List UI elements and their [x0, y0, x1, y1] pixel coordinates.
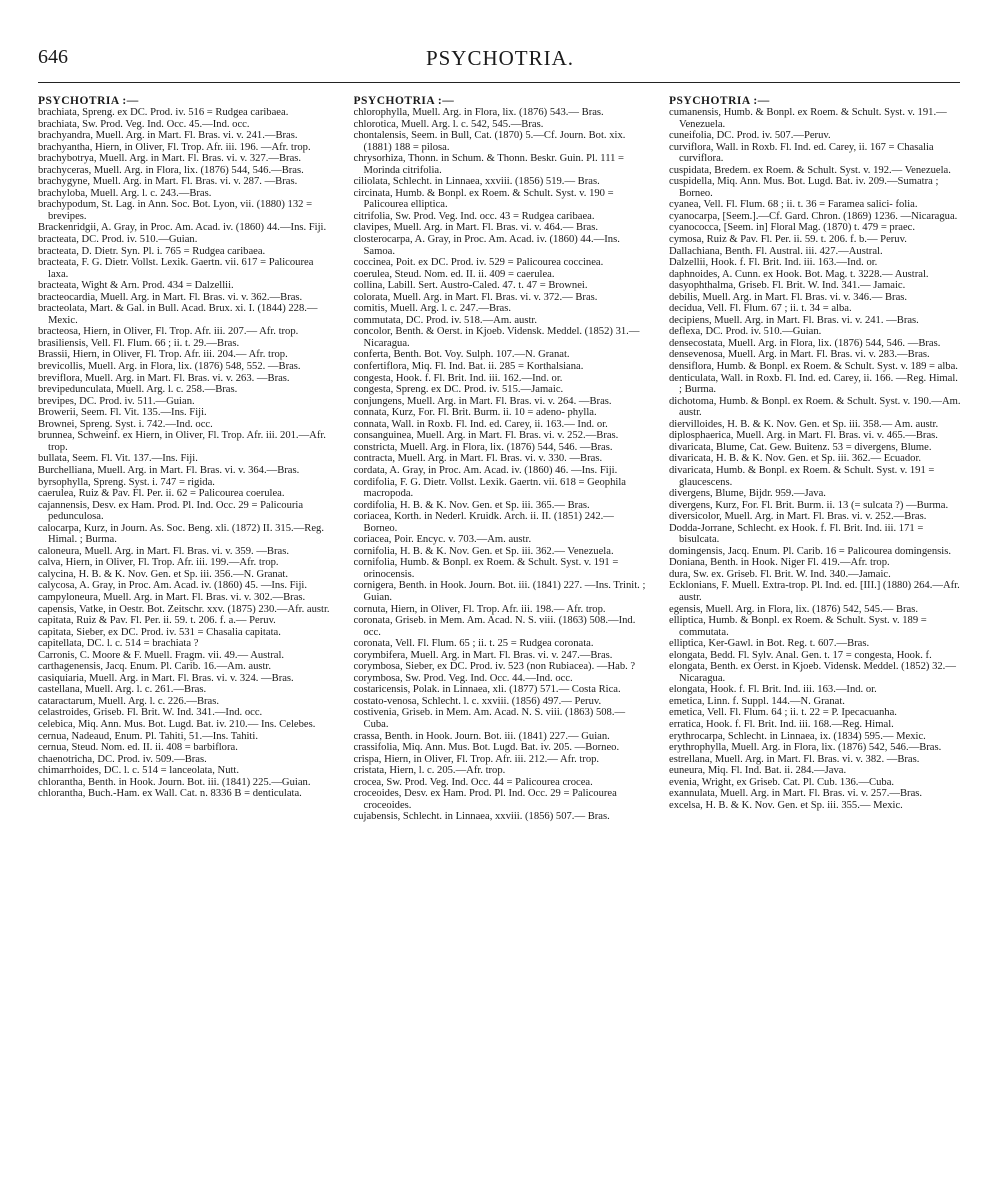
index-entry: exannulata, Muell. Arg. in Mart. Fl. Bras. vi. v. 257.—Bras. — [669, 788, 923, 800]
index-entry: cordifolia, F. G. Dietr. Vollst. Lexik. Gaertn. vii. 618 = Geophila macropoda. — [353, 476, 626, 500]
index-entry: bracteosa, Hiern, in Oliver, Fl. Trop. Afr. iii. 207.— Afr. trop. — [38, 326, 299, 338]
page-number: 646 — [38, 46, 68, 68]
index-entry: divaricata, Blume, Cat. Gew. Buitenz. 53 = divergens, Blume. — [669, 441, 932, 453]
index-entry: capitata, Ruiz & Pav. Fl. Per. ii. 59. t. 206. f. a.— Peruv. — [38, 615, 276, 627]
index-entry: Carronis, C. Moore & F. Muell. Fragm. vii. 49.— Austral. — [38, 649, 285, 661]
index-entry: divergens, Kurz, For. Fl. Brit. Burm. ii. 13 (= sulcata ?) —Burma. — [669, 499, 949, 511]
index-entry: cymosa, Ruiz & Pav. Fl. Per. ii. 59. t. 206. f. b.— Peruv. — [669, 234, 907, 246]
index-entry: ciliolata, Schlecht. in Linnaea, xxviii. (1856) 519.— Bras. — [353, 176, 600, 188]
index-entry: brachyandra, Muell. Arg. in Mart. Fl. Bras. vi. v. 241.—Bras. — [38, 130, 298, 142]
index-entry: coriacea, Poir. Encyc. v. 703.—Am. austr. — [353, 534, 532, 546]
index-entry: densevenosa, Muell. Arg. in Mart. Fl. Bras. vi. v. 283.—Bras. — [669, 349, 930, 361]
index-entry: cyanea, Vell. Fl. Flum. 68 ; ii. t. 36 = Faramea salici- folia. — [669, 199, 918, 211]
index-entry: domingensis, Jacq. Enum. Pl. Carib. 16 = Palicourea domingensis. — [669, 545, 951, 557]
index-entry: crocea, Sw. Prod. Veg. Ind. Occ. 44 = Palicourea crocea. — [353, 776, 593, 788]
index-entry: chlorantha, Buch.-Ham. ex Wall. Cat. n. 8336 B = denticulata. — [38, 788, 302, 800]
index-entry: cornifolia, H. B. & K. Nov. Gen. et Sp. iii. 362.— Venezuela. — [353, 545, 614, 557]
index-entry: estrellana, Muell. Arg. in Mart. Fl. Bras. vi. v. 382. —Bras. — [669, 753, 920, 765]
index-entry: costaricensis, Polak. in Linnaea, xli. (1877) 571.— Costa Rica. — [353, 684, 621, 696]
index-entry: brachyantha, Hiern, in Oliver, Fl. Trop. Afr. iii. 196. —Afr. trop. — [38, 141, 311, 153]
index-entry: crassifolia, Miq. Ann. Mus. Bot. Lugd. Bat. iv. 205. —Borneo. — [353, 742, 620, 754]
index-entry: erythrophylla, Muell. Arg. in Flora, lix. (1876) 542, 546.—Bras. — [669, 742, 942, 754]
index-entry: byrsophylla, Spreng. Syst. i. 747 = rigida. — [38, 476, 215, 488]
index-entry: Brackenridgii, A. Gray, in Proc. Am. Acad. iv. (1860) 44.—Ins. Fiji. — [38, 222, 327, 234]
index-entry: chlorophylla, Muell. Arg. in Flora, lix. (1876) 543.— Bras. — [353, 107, 604, 118]
index-entry: elliptica, Ker-Gawl. in Bot. Reg. t. 607.—Bras. — [669, 638, 870, 650]
index-entry: corymbifera, Muell. Arg. in Mart. Fl. Bras. vi. v. 247.—Bras. — [353, 649, 613, 661]
index-entry: castellana, Muell. Arg. l. c. 261.—Bras. — [38, 684, 207, 696]
column-heading: PSYCHOTRIA :— — [669, 95, 770, 107]
index-entry: cuneifolia, DC. Prod. iv. 507.—Peruv. — [669, 130, 831, 142]
index-entry: Dallachiana, Benth. Fl. Austral. iii. 427.—Austral. — [669, 245, 883, 257]
index-entry: congesta, Hook. f. Fl. Brit. Ind. iii. 162.—Ind. or. — [353, 372, 563, 384]
index-entry: brachiata, Sw. Prod. Veg. Ind. Occ. 45.—Ind. occ. — [38, 118, 250, 130]
index-entry: brevicollis, Muell. Arg. in Flora, lix. (1876) 548, 552. —Bras. — [38, 361, 301, 373]
index-entry: Doniana, Benth. in Hook. Niger Fl. 419.—Afr. trop. — [669, 557, 890, 569]
index-entry: bracteata, F. G. Dietr. Vollst. Lexik. Gaertn. vii. 617 = Palicourea laxa. — [38, 257, 314, 280]
index-entry: Ecklonians, F. Muell. Extra-trop. Pl. Ind. ed. [III.] (1880) 264.—Afr. austr. — [669, 580, 960, 603]
index-entry: calva, Hiern, in Oliver, Fl. Trop. Afr. iii. 199.—Afr. trop. — [38, 557, 279, 569]
index-entry: elongata, Hook. f. Fl. Brit. Ind. iii. 163.—Ind. or. — [669, 684, 877, 696]
index-entry: bracteolata, Mart. & Gal. in Bull. Acad. Brux. xi. I. (1844) 228.—Mexic. — [38, 303, 318, 326]
index-entry: cyanocarpa, [Seem.].—Cf. Gard. Chron. (1869) 1236. —Nicaragua. — [669, 210, 958, 222]
index-entry: calocarpa, Kurz, in Journ. As. Soc. Beng. xli. (1872) II. 315.—Reg. Himal. ; Burma. — [38, 522, 324, 546]
index-entry: contracta, Muell. Arg. in Mart. Fl. Bras. vi. v. 330. —Bras. — [353, 453, 603, 465]
index-entry: decipiens, Muell. Arg. in Mart. Fl. Bras. vi. v. 241. —Bras. — [669, 314, 919, 326]
index-entry: cristata, Hiern, l. c. 205.—Afr. trop. — [353, 765, 506, 777]
index-entry: dichotoma, Humb. & Bonpl. ex Roem. & Schult. Syst. v. 190.—Am. austr. — [669, 395, 961, 419]
index-entry: egensis, Muell. Arg. in Flora, lix. (1876) 542, 545.— Bras. — [669, 603, 919, 615]
index-entry: campyloneura, Muell. Arg. in Mart. Fl. Bras. vi. v. 302.—Bras. — [38, 591, 306, 603]
index-entry: cornuta, Hiern, in Oliver, Fl. Trop. Afr. iii. 198.— Afr. trop. — [353, 603, 606, 615]
index-entry: brachypodum, St. Lag. in Ann. Soc. Bot. Lyon, vii. (1880) 132 = brevipes. — [38, 199, 313, 222]
index-entry: brachyceras, Muell. Arg. in Flora, lix. (1876) 544, 546.—Bras. — [38, 164, 304, 176]
index-entry: cornifolia, Humb. & Bonpl. ex Roem. & Schult. Syst. v. 191 = orinocensis. — [353, 557, 619, 580]
index-entry: bullata, Seem. Fl. Vit. 137.—Ins. Fiji. — [38, 453, 198, 465]
index-entry: cernua, Nadeaud, Enum. Pl. Tahiti, 51.—Ins. Tahiti. — [38, 730, 258, 742]
index-entry: constricta, Muell. Arg. in Flora, lix. (1876) 544, 546. —Bras. — [353, 441, 613, 453]
index-entry: brunnea, Schweinf. ex Hiern, in Oliver, Fl. Trop. Afr. iii. 201.—Afr. trop. — [38, 430, 326, 453]
index-entry: divaricata, Humb. & Bonpl. ex Roem. & Schult. Syst. v. 191 = glaucescens. — [669, 464, 935, 488]
index-entry: commutata, DC. Prod. iv. 518.—Am. austr. — [353, 314, 538, 326]
index-entry: Dalzellii, Hook. f. Fl. Brit. Ind. iii. 163.—Ind. or. — [669, 257, 878, 269]
index-entry: diervilloides, H. B. & K. Nov. Gen. et Sp. iii. 358.— Am. austr. — [669, 418, 939, 430]
index-entry: coerulea, Steud. Nom. ed. II. ii. 409 = caerulea. — [353, 268, 555, 280]
index-entry: brachygyne, Muell. Arg. in Mart. Fl. Bras. vi. v. 287. —Bras. — [38, 176, 298, 188]
index-column — [354, 95, 648, 1190]
index-column — [38, 95, 332, 1190]
index-entry: dura, Sw. ex. Griseb. Fl. Brit. W. Ind. 340.—Jamaic. — [669, 568, 891, 580]
index-entry: connata, Wall. in Roxb. Fl. Ind. ed. Carey, ii. 163.— Ind. or. — [353, 418, 608, 430]
index-entry: elliptica, Humb. & Bonpl. ex Roem. & Schult. Syst. v. 189 = commutata. — [669, 615, 927, 638]
index-entry: brevipes, DC. Prod. iv. 511.—Guian. — [38, 395, 195, 407]
index-entry: Browerii, Seem. Fl. Vit. 135.—Ins. Fiji. — [38, 407, 207, 419]
index-entry: coccinea, Poit. ex DC. Prod. iv. 529 = Palicourea coccinea. — [353, 257, 604, 269]
index-entry: coriacea, Korth. in Nederl. Kruidk. Arch. ii. II. (1851) 242.—Borneo. — [353, 511, 614, 534]
index-entry: coronata, Griseb. in Mem. Am. Acad. N. S. viii. (1863) 508.—Ind. occ. — [353, 615, 636, 638]
index-column — [669, 95, 963, 1190]
index-entry: congesta, Spreng. ex DC. Prod. iv. 515.—Jamaic. — [353, 384, 564, 396]
index-entry: Burchelliana, Muell. Arg. in Mart. Fl. Bras. vi. v. 364.—Bras. — [38, 464, 300, 476]
index-entry: densecostata, Muell. Arg. in Flora, lix. (1876) 544, 546. —Bras. — [669, 337, 941, 349]
index-entry: caloneura, Muell. Arg. in Mart. Fl. Bras. vi. v. 359. —Bras. — [38, 545, 289, 557]
index-entry: cornigera, Benth. in Hook. Journ. Bot. iii. (1841) 227. —Ins. Trinit. ; Guian. — [353, 580, 646, 603]
index-entry: capensis, Vatke, in Oestr. Bot. Zeitschr. xxv. (1875) 230.—Afr. austr. — [38, 603, 330, 615]
header-rule — [38, 82, 960, 83]
index-entry: debilis, Muell. Arg. in Mart. Fl. Bras. vi. v. 346.— Bras. — [669, 291, 908, 303]
index-entry: circinata, Humb. & Bonpl. ex Roem. & Schult. Syst. v. 190 = Palicourea elliptica. — [353, 187, 614, 211]
index-entry: costato-venosa, Schlecht. l. c. xxviii. (1856) 497.— Peruv. — [353, 695, 602, 707]
index-entry: cordifolia, H. B. & K. Nov. Gen. et Sp. iii. 365.— Bras. — [353, 499, 590, 511]
index-entry: chrysorhiza, Thonn. in Schum. & Thonn. Beskr. Guin. Pl. 111 = Morinda citrifolia. — [353, 153, 625, 176]
index-entry: cujabensis, Schlecht. in Linnaea, xxviii. (1856) 507.— Bras. — [353, 811, 610, 823]
index-entry: casiquiaria, Muell. Arg. in Mart. Fl. Bras. vi. v. 324. —Bras. — [38, 672, 294, 684]
index-entry: diplosphaerica, Muell. Arg. in Mart. Fl. Bras. vi. v. 465.—Bras. — [669, 430, 938, 442]
index-entry: divergens, Blume, Bijdr. 959.—Java. — [669, 488, 826, 500]
index-entry: chaenotricha, DC. Prod. iv. 509.—Bras. — [38, 753, 207, 765]
index-entry: costivenia, Griseb. in Mem. Am. Acad. N. S. viii. (1863) 508.—Cuba. — [353, 707, 626, 730]
column-heading: PSYCHOTRIA :— — [353, 95, 455, 107]
page-header — [0, 0, 1000, 80]
index-entry: cataractarum, Muell. Arg. l. c. 226.—Bras. — [38, 695, 220, 707]
index-entry: capitata, Sieber, ex DC. Prod. iv. 531 = Chasalia capitata. — [38, 626, 281, 638]
index-entry: decidua, Vell. Fl. Flum. 67 ; ii. t. 34 = alba. — [669, 303, 852, 315]
index-entry: cyanococca, [Seem. in] Floral Mag. (1870) t. 479 = praec. — [669, 222, 916, 234]
index-entry: conjungens, Muell. Arg. in Mart. Fl. Bras. vi. v. 264. —Bras. — [353, 395, 612, 407]
index-entry: corymbosa, Sieber, ex DC. Prod. iv. 523 (non Rubiacea). —Hab. ? — [353, 661, 636, 673]
index-entry: bracteata, D. Dietr. Syn. Pl. i. 765 = Rudgea caribaea. — [38, 245, 266, 257]
index-entry: curviflora, Wall. in Roxb. Fl. Ind. ed. Carey, ii. 167 = Chasalia curviflora. — [669, 141, 934, 165]
index-entry: Brassii, Hiern, in Oliver, Fl. Trop. Afr. iii. 204.— Afr. trop. — [38, 349, 288, 361]
column-heading: PSYCHOTRIA :— — [38, 95, 139, 107]
index-entry: comitis, Muell. Arg. l. c. 247.—Bras. — [353, 303, 512, 315]
index-entry: conferta, Benth. Bot. Voy. Sulph. 107.—N. Granat. — [353, 349, 570, 361]
index-entry: cernua, Steud. Nom. ed. II. ii. 408 = barbiflora. — [38, 742, 238, 754]
index-entry: chlorotica, Muell. Arg. l. c. 542, 545.—Bras. — [353, 118, 544, 130]
index-entry: cordata, A. Gray, in Proc. Am. Acad. iv. (1860) 46. —Ins. Fiji. — [353, 464, 618, 476]
index-entry: cuspidella, Miq. Ann. Mus. Bot. Lugd. Bat. iv. 209.—Sumatra ; Borneo. — [669, 176, 939, 199]
index-entry: collina, Labill. Sert. Austro-Caled. 47. t. 47 = Brownei. — [353, 280, 588, 292]
index-entry: chimarrhoides, DC. l. c. 514 = lanceolata, Nutt. — [38, 765, 240, 777]
index-entry: colorata, Muell. Arg. in Mart. Fl. Bras. vi. v. 372.— Bras. — [353, 291, 598, 303]
index-entry: divaricata, H. B. & K. Nov. Gen. et Sp. iii. 362.— Ecuador. — [669, 453, 922, 465]
index-entry: bracteocardia, Muell. Arg. in Mart. Fl. Bras. vi. v. 362.—Bras. — [38, 291, 303, 303]
index-entry: cuspidata, Bredem. ex Roem. & Schult. Syst. v. 192.— Venezuela. — [669, 164, 951, 176]
index-entry: capitellata, DC. l. c. 514 = brachiata ? — [38, 638, 199, 650]
index-entry: excelsa, H. B. & K. Nov. Gen. et Sp. iii. 355.— Mexic. — [669, 799, 903, 811]
index-entry: daphnoides, A. Cunn. ex Hook. Bot. Mag. t. 3228.— Austral. — [669, 268, 929, 280]
index-entry: cajannensis, Desv. ex Ham. Prod. Pl. Ind. Occ. 29 = Palicouria pedunculosa. — [38, 499, 304, 523]
index-entry: Brownei, Spreng. Syst. i. 742.—Ind. occ. — [38, 418, 213, 430]
index-entry: brachiata, Spreng. ex DC. Prod. iv. 516 = Rudgea caribaea. — [38, 107, 289, 118]
running-head: PSYCHOTRIA. — [425, 46, 575, 70]
index-entry: citrifolia, Sw. Prod. Veg. Ind. occ. 43 = Rudgea caribaea. — [353, 210, 595, 222]
index-entry: elongata, Benth. ex Oerst. in Kjoeb. Vidensk. Meddel. (1852) 32.—Nicaragua. — [669, 661, 956, 684]
index-entry: diversicolor, Muell. Arg. in Mart. Fl. Bras. vi. v. 252.—Bras. — [669, 511, 927, 523]
index-columns — [38, 95, 963, 1190]
index-entry: brachyloba, Muell. Arg. l. c. 243.—Bras. — [38, 187, 212, 199]
index-entry: croceoides, Desv. ex Ham. Prod. Pl. Ind. Occ. 29 = Palicourea croceoides. — [353, 788, 617, 811]
index-entry: denticulata, Wall. in Roxb. Fl. Ind. ed. Carey, ii. 166. —Reg. Himal. ; Burma. — [669, 372, 958, 396]
index-entry: euneura, Miq. Fl. Ind. Bat. ii. 284.—Java. — [669, 765, 847, 777]
index-entry: crispa, Hiern, in Oliver, Fl. Trop. Afr. iii. 212.— Afr. trop. — [353, 753, 600, 765]
index-entry: concolor, Benth. & Oerst. in Kjoeb. Vidensk. Meddel. (1852) 31.—Nicaragua. — [353, 326, 640, 349]
index-entry: dasyophthalma, Griseb. Fl. Brit. W. Ind. 341.— Jamaic. — [669, 280, 906, 292]
index-entry: deflexa, DC. Prod. iv. 510.—Guian. — [669, 326, 822, 338]
index-entry: brachybotrya, Muell. Arg. in Mart. Fl. Bras. vi. v. 327.—Bras. — [38, 153, 302, 165]
index-entry: coronata, Vell. Fl. Flum. 65 ; ii. t. 25 = Rudgea coronata. — [353, 638, 594, 650]
index-entry: bracteata, DC. Prod. iv. 510.—Guian. — [38, 234, 198, 246]
index-entry: brasiliensis, Vell. Fl. Flum. 66 ; ii. t. 29.—Bras. — [38, 337, 240, 349]
index-entry: brevipedunculata, Muell. Arg. l. c. 258.—Bras. — [38, 384, 238, 396]
index-entry: densiflora, Humb. & Bonpl. ex Roem. & Schult. Syst. v. 189 = alba. — [669, 361, 958, 373]
index-entry: connata, Kurz, For. Fl. Brit. Burm. ii. 10 = adeno- phylla. — [353, 407, 597, 419]
index-entry: crassa, Benth. in Hook. Journ. Bot. iii. (1841) 227.— Guian. — [353, 730, 610, 742]
index-entry: evenia, Wright, ex Griseb. Cat. Pl. Cub. 136.—Cuba. — [669, 776, 895, 788]
index-entry: carthagenensis, Jacq. Enum. Pl. Carib. 16.—Am. austr. — [38, 661, 272, 673]
index-entry: erythrocarpa, Schlecht. in Linnaea, ix. (1834) 595.— Mexic. — [669, 730, 926, 742]
index-entry: corymbosa, Sw. Prod. Veg. Ind. Occ. 44.—Ind. occ. — [353, 672, 573, 684]
index-entry: confertiflora, Miq. Fl. Ind. Bat. ii. 285 = Korthalsiana. — [353, 361, 584, 373]
index-entry: chlorantha, Benth. in Hook. Journ. Bot. iii. (1841) 225.—Guian. — [38, 776, 311, 788]
index-entry: emetica, Vell. Fl. Flum. 64 ; ii. t. 22 = P. Ipecacuanha. — [669, 707, 897, 719]
index-entry: caerulea, Ruiz & Pav. Fl. Per. ii. 62 = Palicourea coerulea. — [38, 488, 285, 500]
index-entry: calycina, H. B. & K. Nov. Gen. et Sp. iii. 356.—N. Granat. — [38, 568, 288, 580]
index-entry: breviflora, Muell. Arg. in Mart. Fl. Bras. vi. v. 263. —Bras. — [38, 372, 290, 384]
index-entry: celastroides, Griseb. Fl. Brit. W. Ind. 341.—Ind. occ. — [38, 707, 263, 719]
index-entry: emetica, Linn. f. Suppl. 144.—N. Granat. — [669, 695, 845, 707]
index-entry: calycosa, A. Gray, in Proc. Am. Acad. iv. (1860) 45. —Ins. Fiji. — [38, 580, 308, 592]
index-entry: erratica, Hook. f. Fl. Brit. Ind. iii. 168.—Reg. Himal. — [669, 718, 894, 730]
index-entry: consanguinea, Muell. Arg. in Mart. Fl. Bras. vi. v. 252.—Bras. — [353, 430, 619, 442]
index-entry: chontalensis, Seem. in Bull, Cat. (1870) 5.—Cf. Journ. Bot. xix. (1881) 188 = pilosa. — [353, 130, 626, 153]
index-entry: clavipes, Muell. Arg. in Mart. Fl. Bras. vi. v. 464.— Bras. — [353, 222, 599, 234]
index-entry: Dodda-Jorrane, Schlecht. ex Hook. f. Fl. Brit. Ind. iii. 171 = bisulcata. — [669, 522, 924, 546]
index-entry: closterocarpa, A. Gray, in Proc. Am. Acad. iv. (1860) 44.—Ins. Samoa. — [353, 234, 620, 257]
index-entry: elongata, Bedd. Fl. Sylv. Anal. Gen. t. 17 = congesta, Hook. f. — [669, 649, 932, 661]
index-entry: cumanensis, Humb. & Bonpl. ex Roem. & Schult. Syst. v. 191.—Venezuela. — [669, 107, 947, 130]
index-entry: bracteata, Wight & Arn. Prod. 434 = Dalzellii. — [38, 280, 234, 292]
index-entry: celebica, Miq. Ann. Mus. Bot. Lugd. Bat. iv. 210.— Ins. Celebes. — [38, 718, 316, 730]
